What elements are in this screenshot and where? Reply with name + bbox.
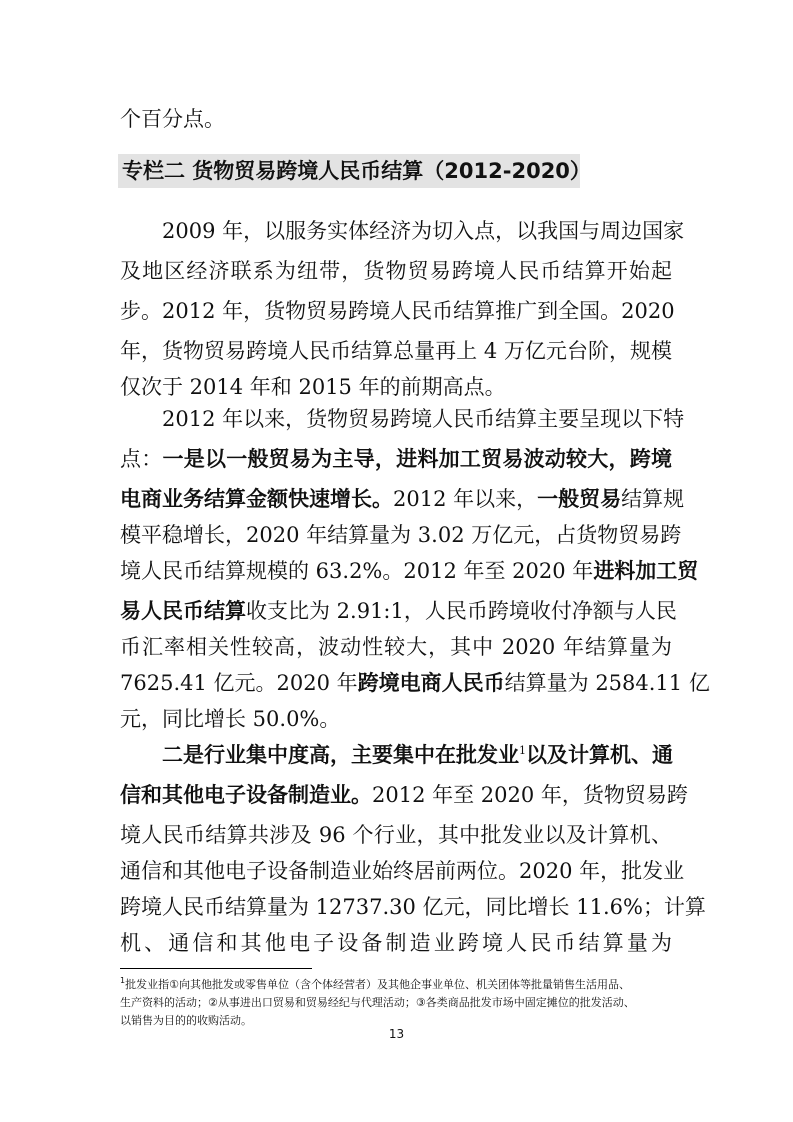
para1-line: 及地区经济联系为纽带，货物贸易跨境人民币结算开始起: [120, 259, 672, 283]
footnote-line: $^1$批发业指①向其他批发或零售单位（含个体经营者）及其他企事业单位、机关团体等批量销售生活用品、: [120, 976, 630, 991]
para2-line: 元，同比增长 50.0%。: [120, 707, 341, 731]
para3-line: 境人民币结算共涉及 96 个行业，其中批发业以及计算机、: [120, 823, 672, 847]
para1-line: 2009 年，以服务实体经济为切入点，以我国与周边国家: [162, 219, 685, 243]
page-number: 13: [388, 1027, 405, 1041]
para3-line: 二是行业集中度高，主要集中在批发业$^1$以及计算机、通: [162, 742, 673, 767]
para1-line: 步。2012 年，货物贸易跨境人民币结算推广到全国。2020: [120, 299, 675, 323]
para2-line: 境人民币结算规模的 63.2%。2012 年至 2020 年进料加工贸: [120, 558, 699, 583]
para2-line: 7625.41 亿元。2020 年跨境电商人民币结算量为 2584.11 亿: [120, 670, 710, 695]
footnote-line: 生产资料的活动；②从事进出口贸易和贸易经纪与代理活动；③各类商品批发市场中固定摊位的批发活动、: [120, 996, 635, 1009]
footnote-ref[interactable]: 1: [519, 744, 526, 757]
lead-line: 个百分点。: [120, 107, 225, 131]
para1-line: 仅次于 2014 年和 2015 年的前期高点。: [120, 375, 506, 399]
para2-line: 币汇率相关性较高，波动性较大，其中 2020 年结算量为: [120, 635, 672, 659]
para2-line: 2012 年以来，货物贸易跨境人民币结算主要呈现以下特: [162, 407, 685, 431]
para3-line: 通信和其他电子设备制造业始终居前两位。2020 年，批发业: [120, 859, 685, 883]
para2-line: 点：一是以一般贸易为主导，进料加工贸易波动较大，跨境: [120, 446, 673, 471]
para3-line: 机、通信和其他电子设备制造业跨境人民币结算量为: [120, 931, 672, 955]
para3-line: 跨境人民币结算量为 12737.30 亿元，同比增长 11.6%；计算: [120, 895, 706, 919]
para2-line: 电商业务结算金额快速增长。2012 年以来，一般贸易结算规: [120, 486, 685, 511]
para1-line: 年，货物贸易跨境人民币结算总量再上 4 万亿元台阶，规模: [120, 339, 672, 363]
footnote-line: 以销售为目的的收购活动。: [120, 1014, 252, 1027]
footnote-rule: [120, 968, 312, 969]
para3-line: 信和其他电子设备制造业。2012 年至 2020 年，货物贸易跨: [120, 782, 688, 807]
box-title: 专栏二 货物贸易跨境人民币结算（2012-2020）: [122, 159, 591, 183]
para2-line: 易人民币结算收支比为 2.91:1，人民币跨境收付净额与人民: [120, 598, 677, 623]
para2-line: 模平稳增长，2020 年结算量为 3.02 万亿元，占货物贸易跨: [120, 523, 682, 547]
